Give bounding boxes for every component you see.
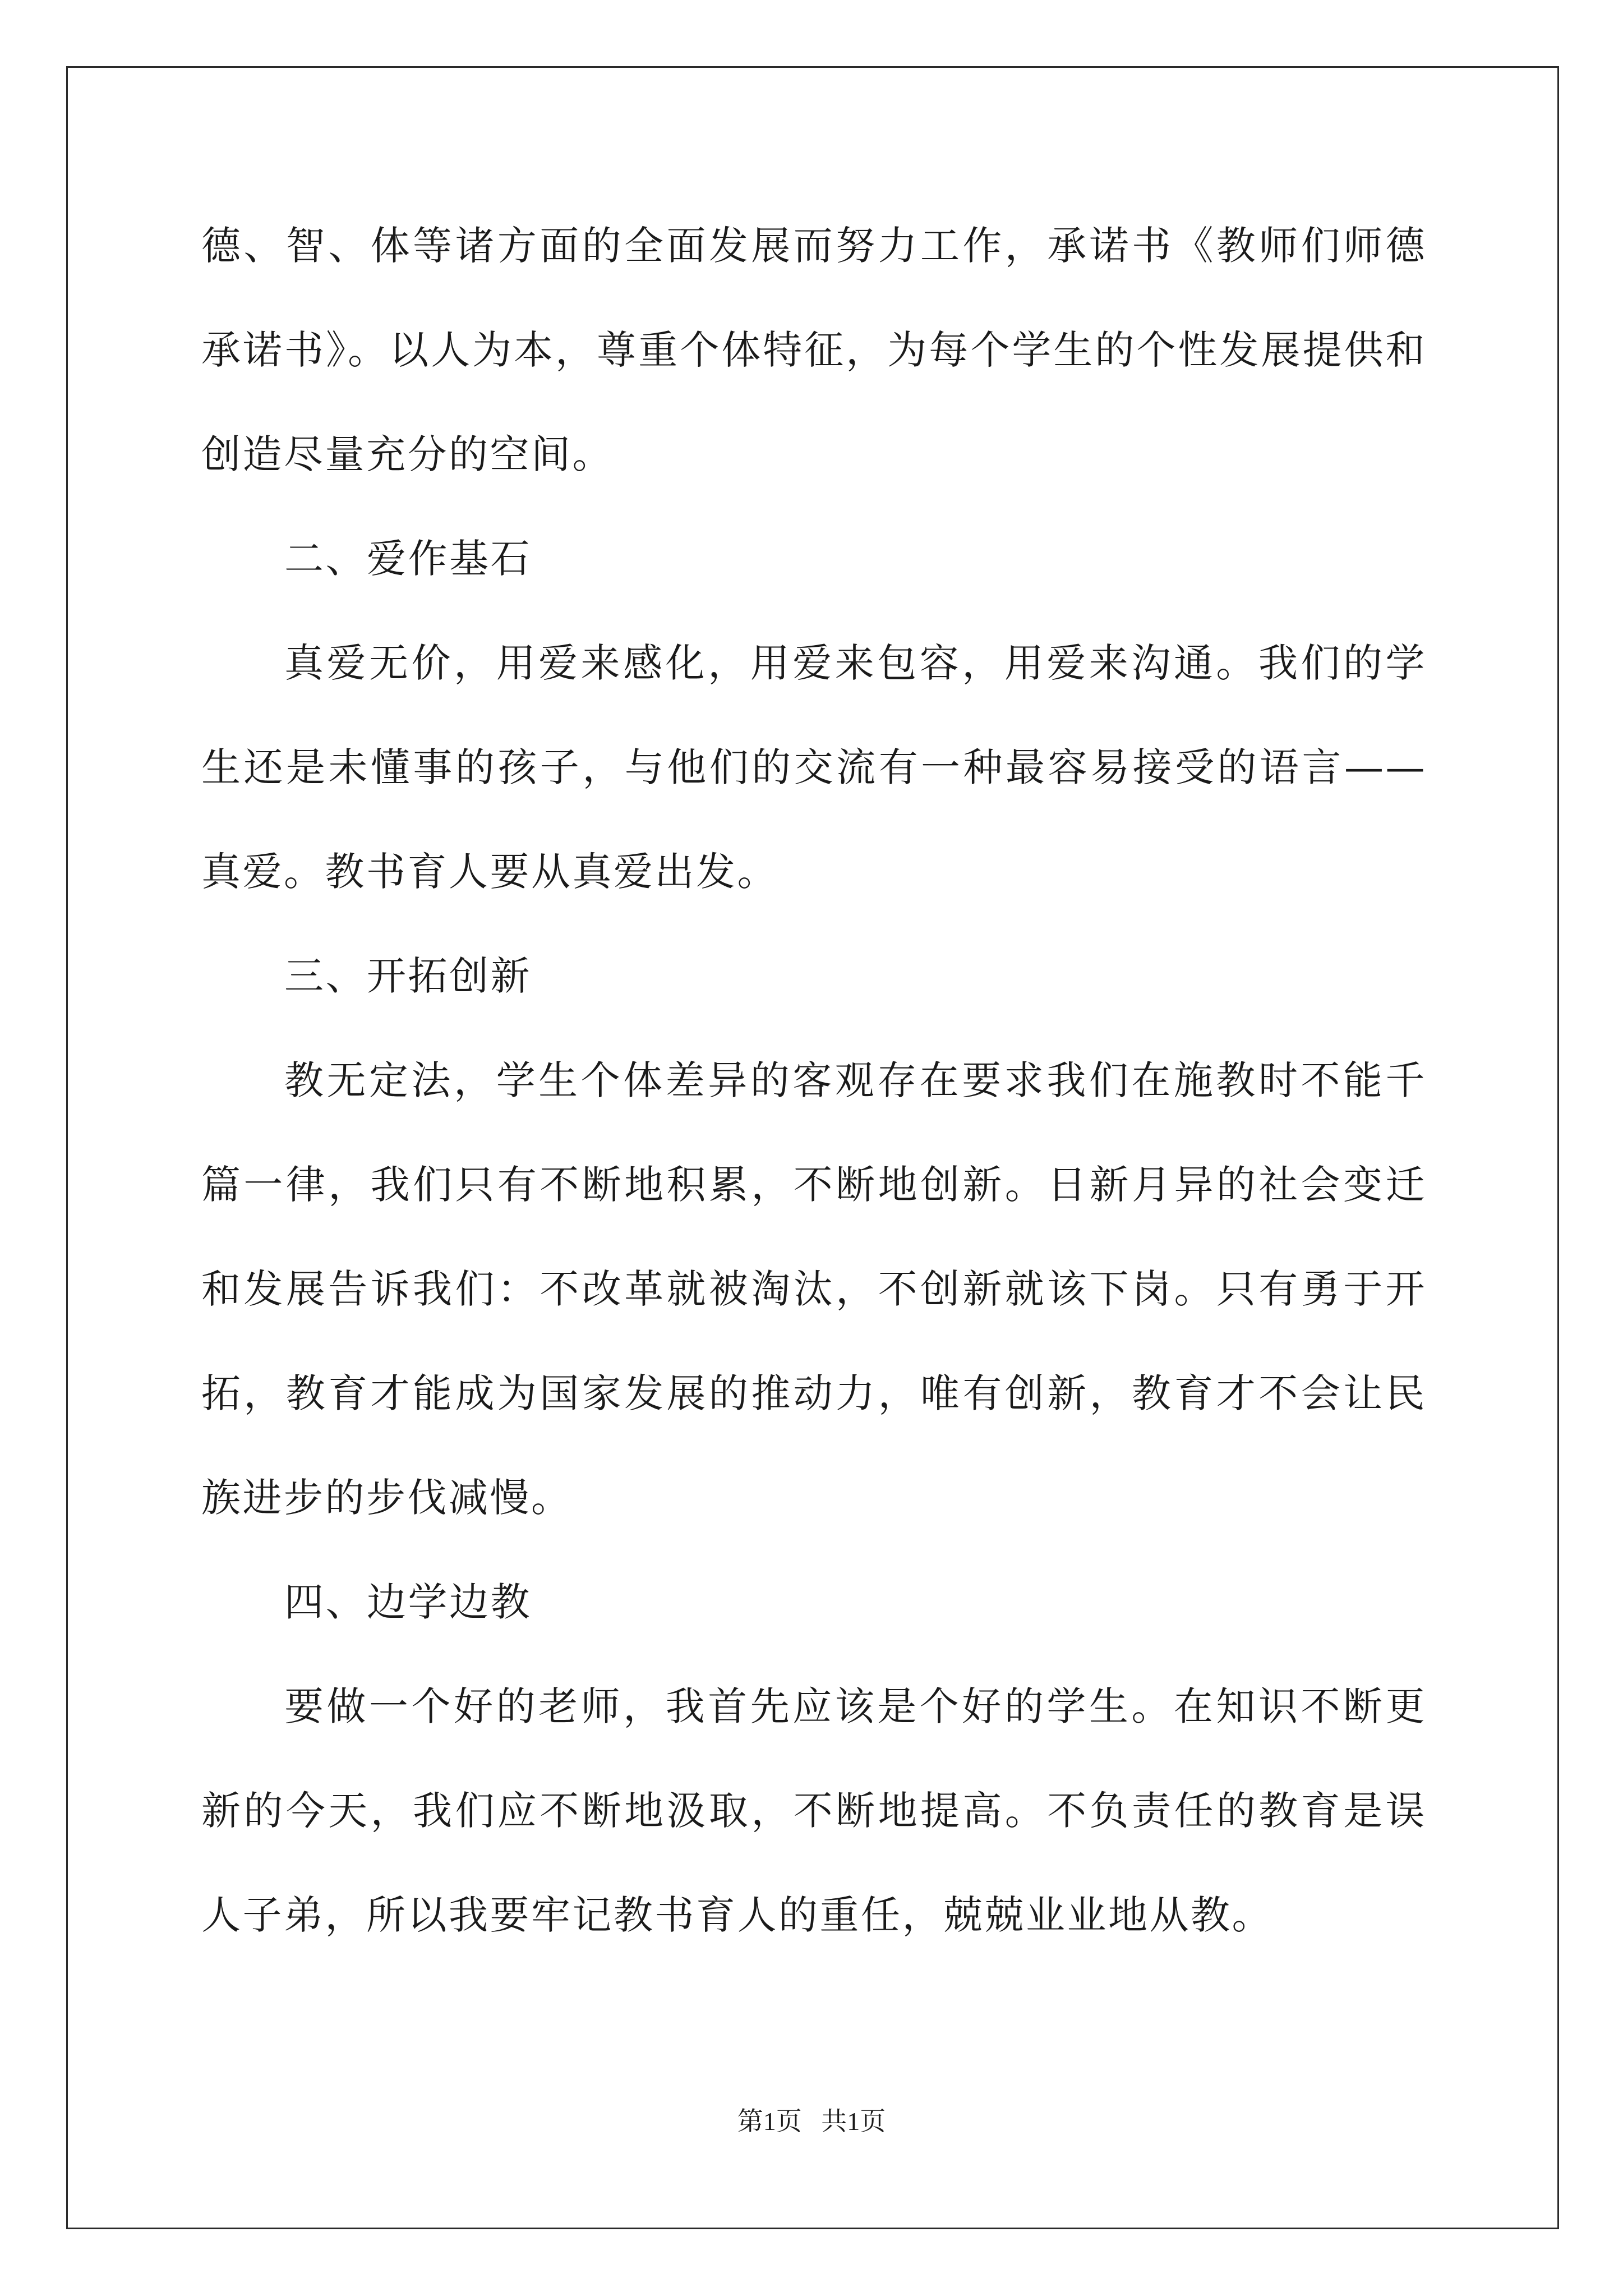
section-heading-3: 三、开拓创新 xyxy=(284,953,532,999)
body-paragraph-2: 真爱无价，用爱来感化，用爱来包容，用爱来沟通。我们的学生还是未懂事的孩子，与他们的交流有一种最容易接受的语言——真爱。教书育人要从真爱出发。 xyxy=(201,640,1427,895)
body-paragraph-1: 德、智、体等诸方面的全面发展而努力工作，承诺书《教师们师德承诺书》。以人为本，尊重个体特征，为每个学生的个性发展提供和创造尽量充分的空间。 xyxy=(201,223,1427,477)
section-heading-4: 四、边学边教 xyxy=(284,1579,532,1625)
body-paragraph-3: 教无定法，学生个体差异的客观存在要求我们在施教时不能千篇一律，我们只有不断地积累，不断地创新。日新月异的社会变迁和发展告诉我们：不改革就被淘汰，不创新就该下岗。只有勇于开拓，教育才能成为国家发展的推动力，唯有创新，教育才不会让民族进步的步伐减慢。 xyxy=(201,1057,1427,1521)
page-footer xyxy=(0,2105,1623,2138)
document-body xyxy=(201,194,1427,1967)
body-paragraph-4: 要做一个好的老师，我首先应该是个好的学生。在知识不断更新的今天，我们应不断地汲取，不断地提高。不负责任的教育是误人子弟，所以我要牢记教书育人的重任，兢兢业业地从教。 xyxy=(201,1683,1427,1938)
page-number: 第1页 xyxy=(737,2107,802,2136)
page-total: 共1页 xyxy=(821,2107,886,2136)
section-heading-2: 二、爱作基石 xyxy=(284,536,532,582)
